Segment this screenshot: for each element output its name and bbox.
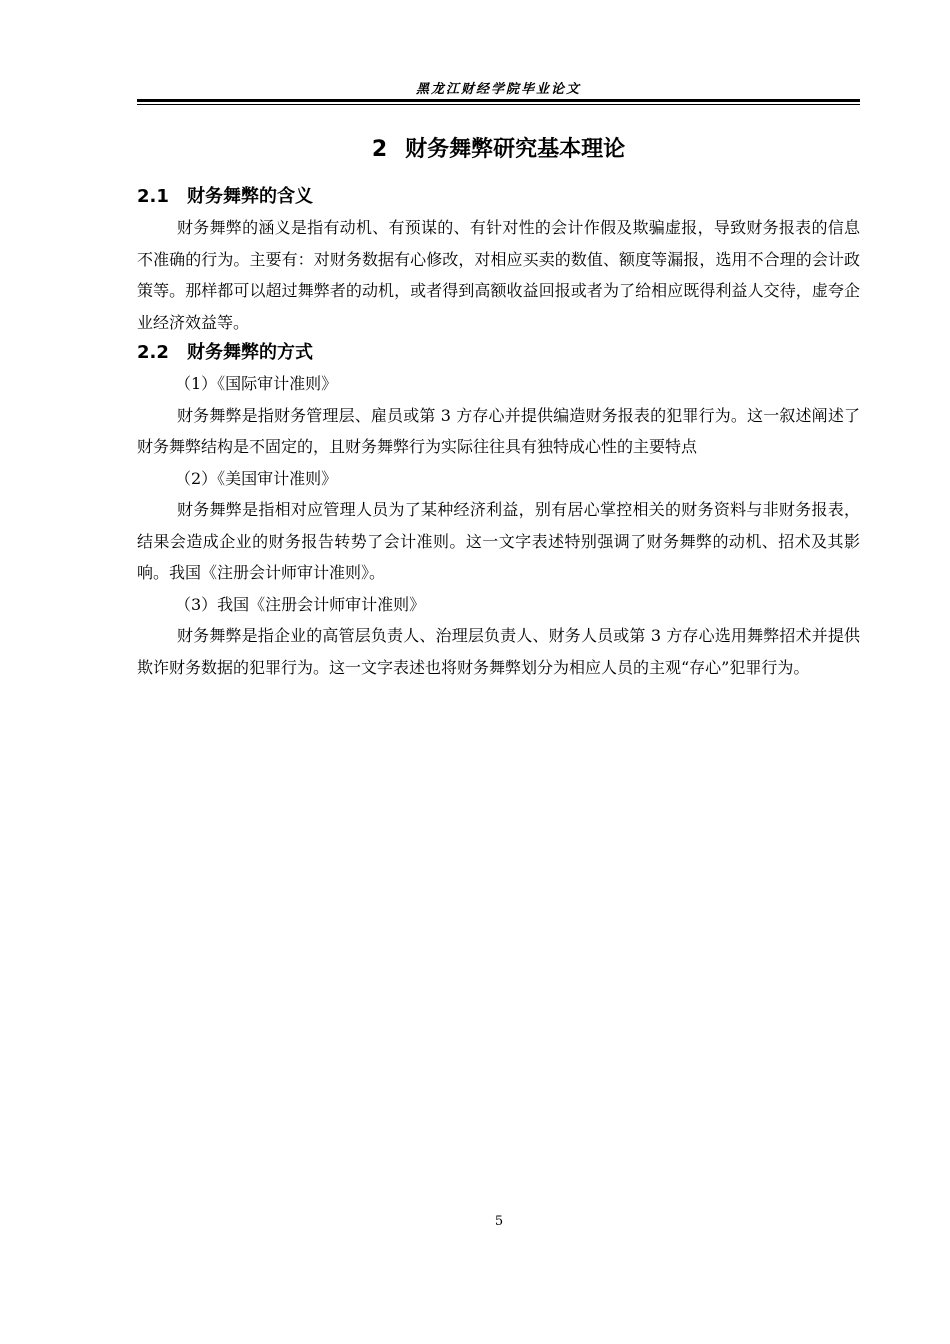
item-2-heading: （2）《美国审计准则》	[175, 468, 338, 488]
section-heading-2-1	[137, 182, 860, 212]
item-2-paragraph: 财务舞弊是指相对应管理人员为了某种经济利益，别有居心掌控相关的财务资料与非财务报表，结果会造成企业的财务报告转势了会计准则。这一文字表述特别强调了财务舞弊的动机、招术及其影响。我国《注册会计师审计准则》。	[137, 500, 860, 582]
item-1-heading: （1）《国际审计准则》	[175, 374, 338, 393]
item-3-heading: （3）我国《注册会计师审计准则》	[175, 594, 426, 614]
section-number: 2.1	[137, 186, 169, 207]
item-3-paragraph: 财务舞弊是指企业的高管层负责人、治理层负责人、财务人员或第 3 方存心选用舞弊招术并提供欺诈财务数据的犯罪行为。这一文字表述也将财务舞弊划分为相应人员的主观“存心”犯罪行为。	[137, 626, 860, 677]
section-title-text: 财务舞弊的方式	[187, 342, 313, 363]
header-rule-thick	[137, 99, 860, 102]
section-number: 2.2	[137, 342, 169, 363]
section-2-1-paragraph: 财务舞弊的涵义是指有动机、有预谋的、有针对性的会计作假及欺骗虚报，导致财务报表的信息不准确的行为。主要有：对财务数据有心修改，对相应买卖的数值、额度等漏报，选用不合理的会计政策等。那样都可以超过舞弊者的动机，或者得到高额收益回报或者为了给相应既得利益人交待，虚夸企业经济效益等。	[137, 218, 860, 332]
document-body	[137, 130, 860, 683]
chapter-title-text: 财务舞弊研究基本理论	[405, 137, 626, 162]
header-rule-thin	[137, 104, 860, 105]
section-title-text: 财务舞弊的含义	[187, 186, 313, 207]
item-1-paragraph: 财务舞弊是指财务管理层、雇员或第 3 方存心并提供编造财务报表的犯罪行为。这一叙述阐述了财务舞弊结构是不固定的，且财务舞弊行为实际往往具有独特成心性的主要特点	[137, 405, 860, 456]
chapter-number: 2	[371, 137, 388, 162]
page-header: 黑龙江财经学院毕业论文	[415, 82, 581, 97]
section-heading-2-2	[137, 338, 860, 368]
page-number: 5	[494, 1214, 504, 1229]
chapter-title	[137, 130, 860, 170]
